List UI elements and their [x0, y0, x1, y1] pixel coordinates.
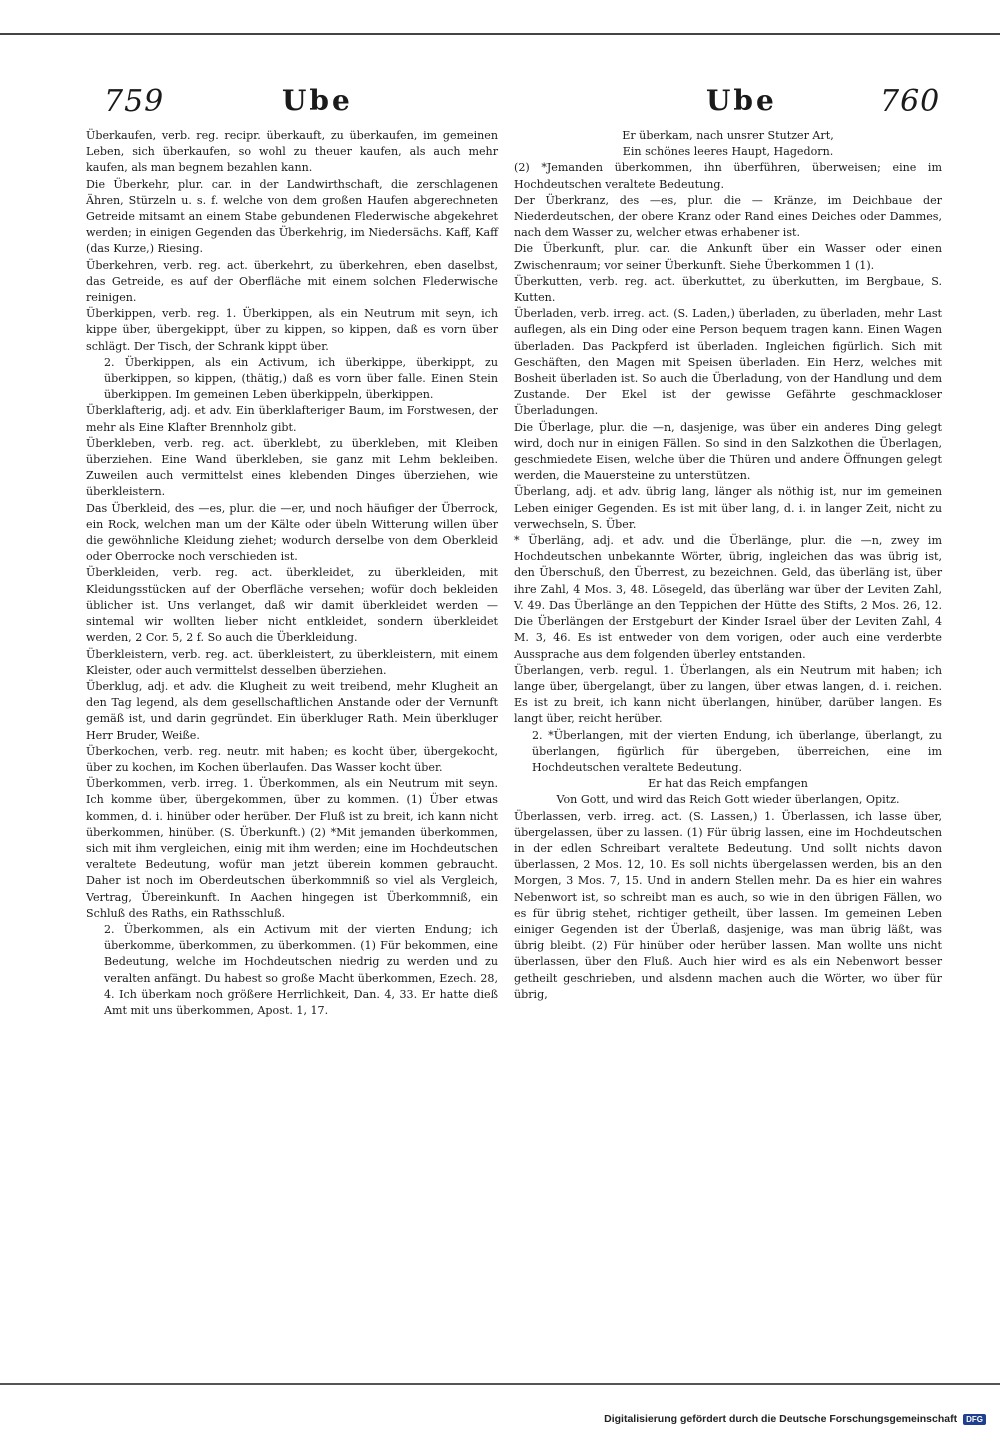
left-catchword: Ube	[282, 84, 353, 117]
left-column	[86, 128, 498, 1019]
entry-uberkommen-2: 2. Überkommen, als ein Activum mit der vierten Endung; ich überkomme, überkommen, zu überkommen. (1) Für bekommen, eine Bedeutung, welche im Hochdeutschen niedrig zu werden und zu veralten anfängt. Du habest so große Macht überkommen, Ezech. 28, 4. Ich überkam noch größere Herrlichkeit, Dan. 4, 33. Er hatte dieß Amt mit uns überkommen, Apost. 1, 17.	[104, 922, 498, 1017]
entry-uberkehren: Überkehren, verb. reg. act. überkehrt, zu überkehren, eben daselbst, das Getreide, es auf der Oberfläche mit einem solchen Flederwische reinigen.	[86, 258, 498, 305]
entry-uberladen: Überladen, verb. irreg. act. (S. Laden,) überladen, zu überladen, mehr Last auflegen, als ein Ding oder eine Person bequem tragen kann. Einen Wagen überladen. Das Packpferd ist überladen. Ingleichen figürlich. Sich mit Geschäften, den Magen mit Speisen überladen. Ein Herz, welches mit Bosheit überladen ist. So auch die Überladung, von der Handlung und dem Zustande. Der Ekel ist der gewisse Gefährte geschmackloser Überladungen.	[514, 307, 942, 418]
entry-uberkochen: Überkochen, verb. reg. neutr. mit haben; es kocht über, übergekocht, über zu kochen, im Kochen überlaufen. Das Wasser kocht über.	[86, 744, 498, 774]
entry-uberlang-archaic: * Überläng, adj. et adv. und die Überlänge, plur. die —n, zwey im Hochdeutschen unbekannte Wörter, übrig, ingleichen das was übrig ist, den Überschuß, den Überrest, zu bezeichnen. Geld, das überläng ist, über ihre Zahl, 4 Mos. 3, 48. Lösegeld, das überläng war über der Leviten Zahl, V. 49. Das Überlänge an den Teppichen der Hütte des Stifts, 2 Mos. 26, 12. Die Überlängen der Erstgeburt der Kinder Israel über der Leviten Zahl, 4 M. 3, 46. Es ist entweder von dem vorigen, oder auch eine verderbte Aussprache aus dem folgenden überley entstanden.	[514, 534, 942, 661]
entry-uberkippen-2: 2. Überkippen, als ein Activum, ich überkippe, überkippt, zu überkippen, so kippen, (thätig,) daß es vorn über falle. Einen Stein überkippen. Im gemeinen Leben überkippeln, überkippen.	[104, 355, 498, 402]
entry-uberkehr: Die Überkehr, plur. car. in der Landwirthschaft, die zerschlagenen Ähren, Stürzeln u. s. f. welche von dem großen Haufen abgerechneten Getreide mitsamt an einem Stabe gebundenen Flederwische abgekehret werden; in einigen Gegenden das Überkehrig, im Niedersächs. Kaff, Kaff (das Kurze,) Riesing.	[86, 177, 498, 256]
entry-uberkunft: Die Überkunft, plur. car. die Ankunft über ein Wasser oder einen Zwischenraum; vor seiner Überkunft. Siehe Überkommen 1 (1).	[514, 242, 942, 272]
quote-line-1: Er überkam, nach unsrer Stutzer Art,	[622, 129, 834, 142]
entry-uberkranz: Der Überkranz, des —es, plur. die — Kränze, im Deichbaue der Niederdeutschen, der obere Kranz oder Rand eines Deiches oder Dammes, nach dem Wasser zu, welcher etwas erhabener ist.	[514, 193, 942, 240]
footer-credit	[604, 1413, 986, 1425]
entry-uberkutten: Überkutten, verb. reg. act. überkuttet, zu überkutten, im Bergbaue, S. Kutten.	[514, 274, 942, 305]
entry-uberkippen-1: Überkippen, verb. reg. 1. Überkippen, als ein Neutrum mit seyn, ich kippe über, übergekippt, über zu kippen, so kippen, daß es vorn über schlägt. Der Tisch, der Schrank kippt über.	[86, 307, 498, 353]
left-page-number: 759	[104, 84, 165, 119]
entry-uberkleben: Überkleben, verb. reg. act. überklebt, zu überkleben, mit Kleiben überziehen. Eine Wand überkleben, sie ganz mit Lehm bekleiben. Zuweilen auch vermittelst eines klebenden Dinges überziehen, wie überkleistern.	[86, 436, 498, 499]
entry-uberlang: Überlang, adj. et adv. übrig lang, länger als nöthig ist, nur im gemeinen Leben einiger Gegenden. Es ist mit über lang, d. i. in langer Zeit, nicht zu verwechseln, S. Über.	[514, 485, 942, 531]
entry-uberkommen-1: Überkommen, verb. irreg. 1. Überkommen, als ein Neutrum mit seyn. Ich komme über, übergekommen, über zu kommen. (1) Über etwas kommen, d. i. hinüber oder herüber. Der Fluß ist zu breit, ich kann nicht überkommen, hinüber. (S. Überkunft.) (2) *Mit jemanden überkommen, sich mit ihm vergleichen, einig mit ihm werden; eine im Hochdeutschen veraltete Bedeutung, wofür man jetzt überein kommen gebraucht. Daher ist noch im Oberdeutschen überkommniß so viel als Vergleich, Vertrag, Übereinkunft. In Aachen hingegen ist Überkommniß, ein Schluß des Raths, ein Rathsschluß.	[86, 777, 498, 920]
footer-credit-text: Digitalisierung gefördert durch die Deutsche Forschungsgemeinschaft	[604, 1413, 958, 1425]
quote-opitz-line-1: Er hat das Reich empfangen	[648, 777, 808, 791]
entry-uberklafterig: Überklafterig, adj. et adv. Ein überklafteriger Baum, im Forstwesen, der mehr als Eine Klafter Brennholz gibt.	[86, 404, 498, 434]
entry-uberlangen-2: 2. *Überlangen, mit der vierten Endung, ich überlange, überlangt, zu überlangen, figürlich für übergeben, überreichen, eine im Hochdeutschen veraltete Bedeutung.	[532, 728, 942, 774]
entry-uberkleid: Das Überkleid, des —es, plur. die —er, und noch häufiger der Überrock, ein Rock, welchen man um der Kälte oder übeln Witterung willen über die gewöhnliche Kleidung ziehet; wodurch derselbe von dem Oberkleid oder Oberrocke noch verschieden ist.	[86, 501, 498, 564]
entry-uberklug: Überklug, adj. et adv. die Klugheit zu weit treibend, mehr Klugheit an den Tag legend, als dem gesellschaftlichen Anstande oder der Vernunft gemäß ist, und darin gegründet. Ein überkluger Rath. Mein überkluger Herr Bruder, Weiße.	[86, 679, 498, 742]
right-column	[514, 128, 942, 1003]
scan-edge-bottom	[0, 1383, 1000, 1385]
entry-uberkaufen: Überkaufen, verb. reg. recipr. überkauft, zu überkaufen, im gemeinen Leben, sich überkaufen, so wohl zu theuer kaufen, als auch mehr kaufen, als man begnem bezahlen kann.	[86, 129, 498, 175]
scan-edge-top	[0, 33, 1000, 35]
quote-opitz-line-2: Von Gott, und wird das Reich Gott wieder überlangen, Opitz.	[556, 793, 900, 807]
dfg-logo: DFG	[963, 1414, 986, 1425]
entry-uberlage: Die Überlage, plur. die —n, dasjenige, was über ein anderes Ding gelegt wird, doch nur in einigen Fällen. So sind in den Salzkothen die Überlagen, geschmiedete Eisen, welche über die Thüren und andere Öffnungen gelegt werden, die Mauersteine zu unterstützen.	[514, 420, 942, 483]
entry-uberkleistern: Überkleistern, verb. reg. act. überkleistert, zu überkleistern, mit einem Kleister, oder auch vermittelst desselben überziehen.	[86, 647, 498, 677]
entry-uberkommen-sense-2: (2) *Jemanden überkommen, ihn überführen, überweisen; eine im Hochdeutschen veraltete Bedeutung.	[514, 161, 942, 191]
entry-uberlangen-1: Überlangen, verb. regul. 1. Überlangen, als ein Neutrum mit haben; ich lange über, übergelangt, über zu langen, über etwas langen, d. i. reichen. Es ist zu breit, ich kann nicht überlangen, hinüber, darüber langen. Es langt über, reicht herüber.	[514, 663, 942, 726]
quote-line-2: Ein schönes leeres Haupt, Hagedorn.	[622, 145, 834, 159]
entry-uberlassen: Überlassen, verb. irreg. act. (S. Lassen,) 1. Überlassen, ich lasse über, übergelassen, über zu lassen. (1) Für übrig lassen, eine im Hochdeutschen in der edlen Schreibart veraltete Bedeutung. Und sollt nichts davon überlassen, 2 Mos. 12, 10. Es soll nichts übergelassen werden, bis an den Morgen, 3 Mos. 7, 15. Und in andern Stellen mehr. Da es hier ein wahres Nebenwort ist, so schreibt man es auch, so wie in den übrigen Fällen, wo es für übrig stehet, richtiger getheilt, über lassen. Im gemeinen Leben einiger Gegenden ist der Überlaß, dasjenige, was man übrig läßt, was übrig bleibt. (2) Für hinüber oder herüber lassen. Man wollte uns nicht überlassen, über den Fluß. Auch hier wird es als ein Nebenwort besser getheilt geschrieben, und alsdenn machen auch die Wörter, wo über für übrig,	[514, 809, 942, 1001]
entry-uberkleiden: Überkleiden, verb. reg. act. überkleidet, zu überkleiden, mit Kleidungsstücken auf der Oberfläche versehen; wofür doch bekleiden üblicher ist. Uns verlanget, daß wir damit überkleidet werden — sintemal wir wollten lieber nicht entkleidet, sondern überkleidet werden, 2 Cor. 5, 2 f. So auch die Überkleidung.	[86, 566, 498, 645]
right-catchword: Ube	[706, 84, 777, 117]
right-page-number: 760	[880, 84, 941, 119]
